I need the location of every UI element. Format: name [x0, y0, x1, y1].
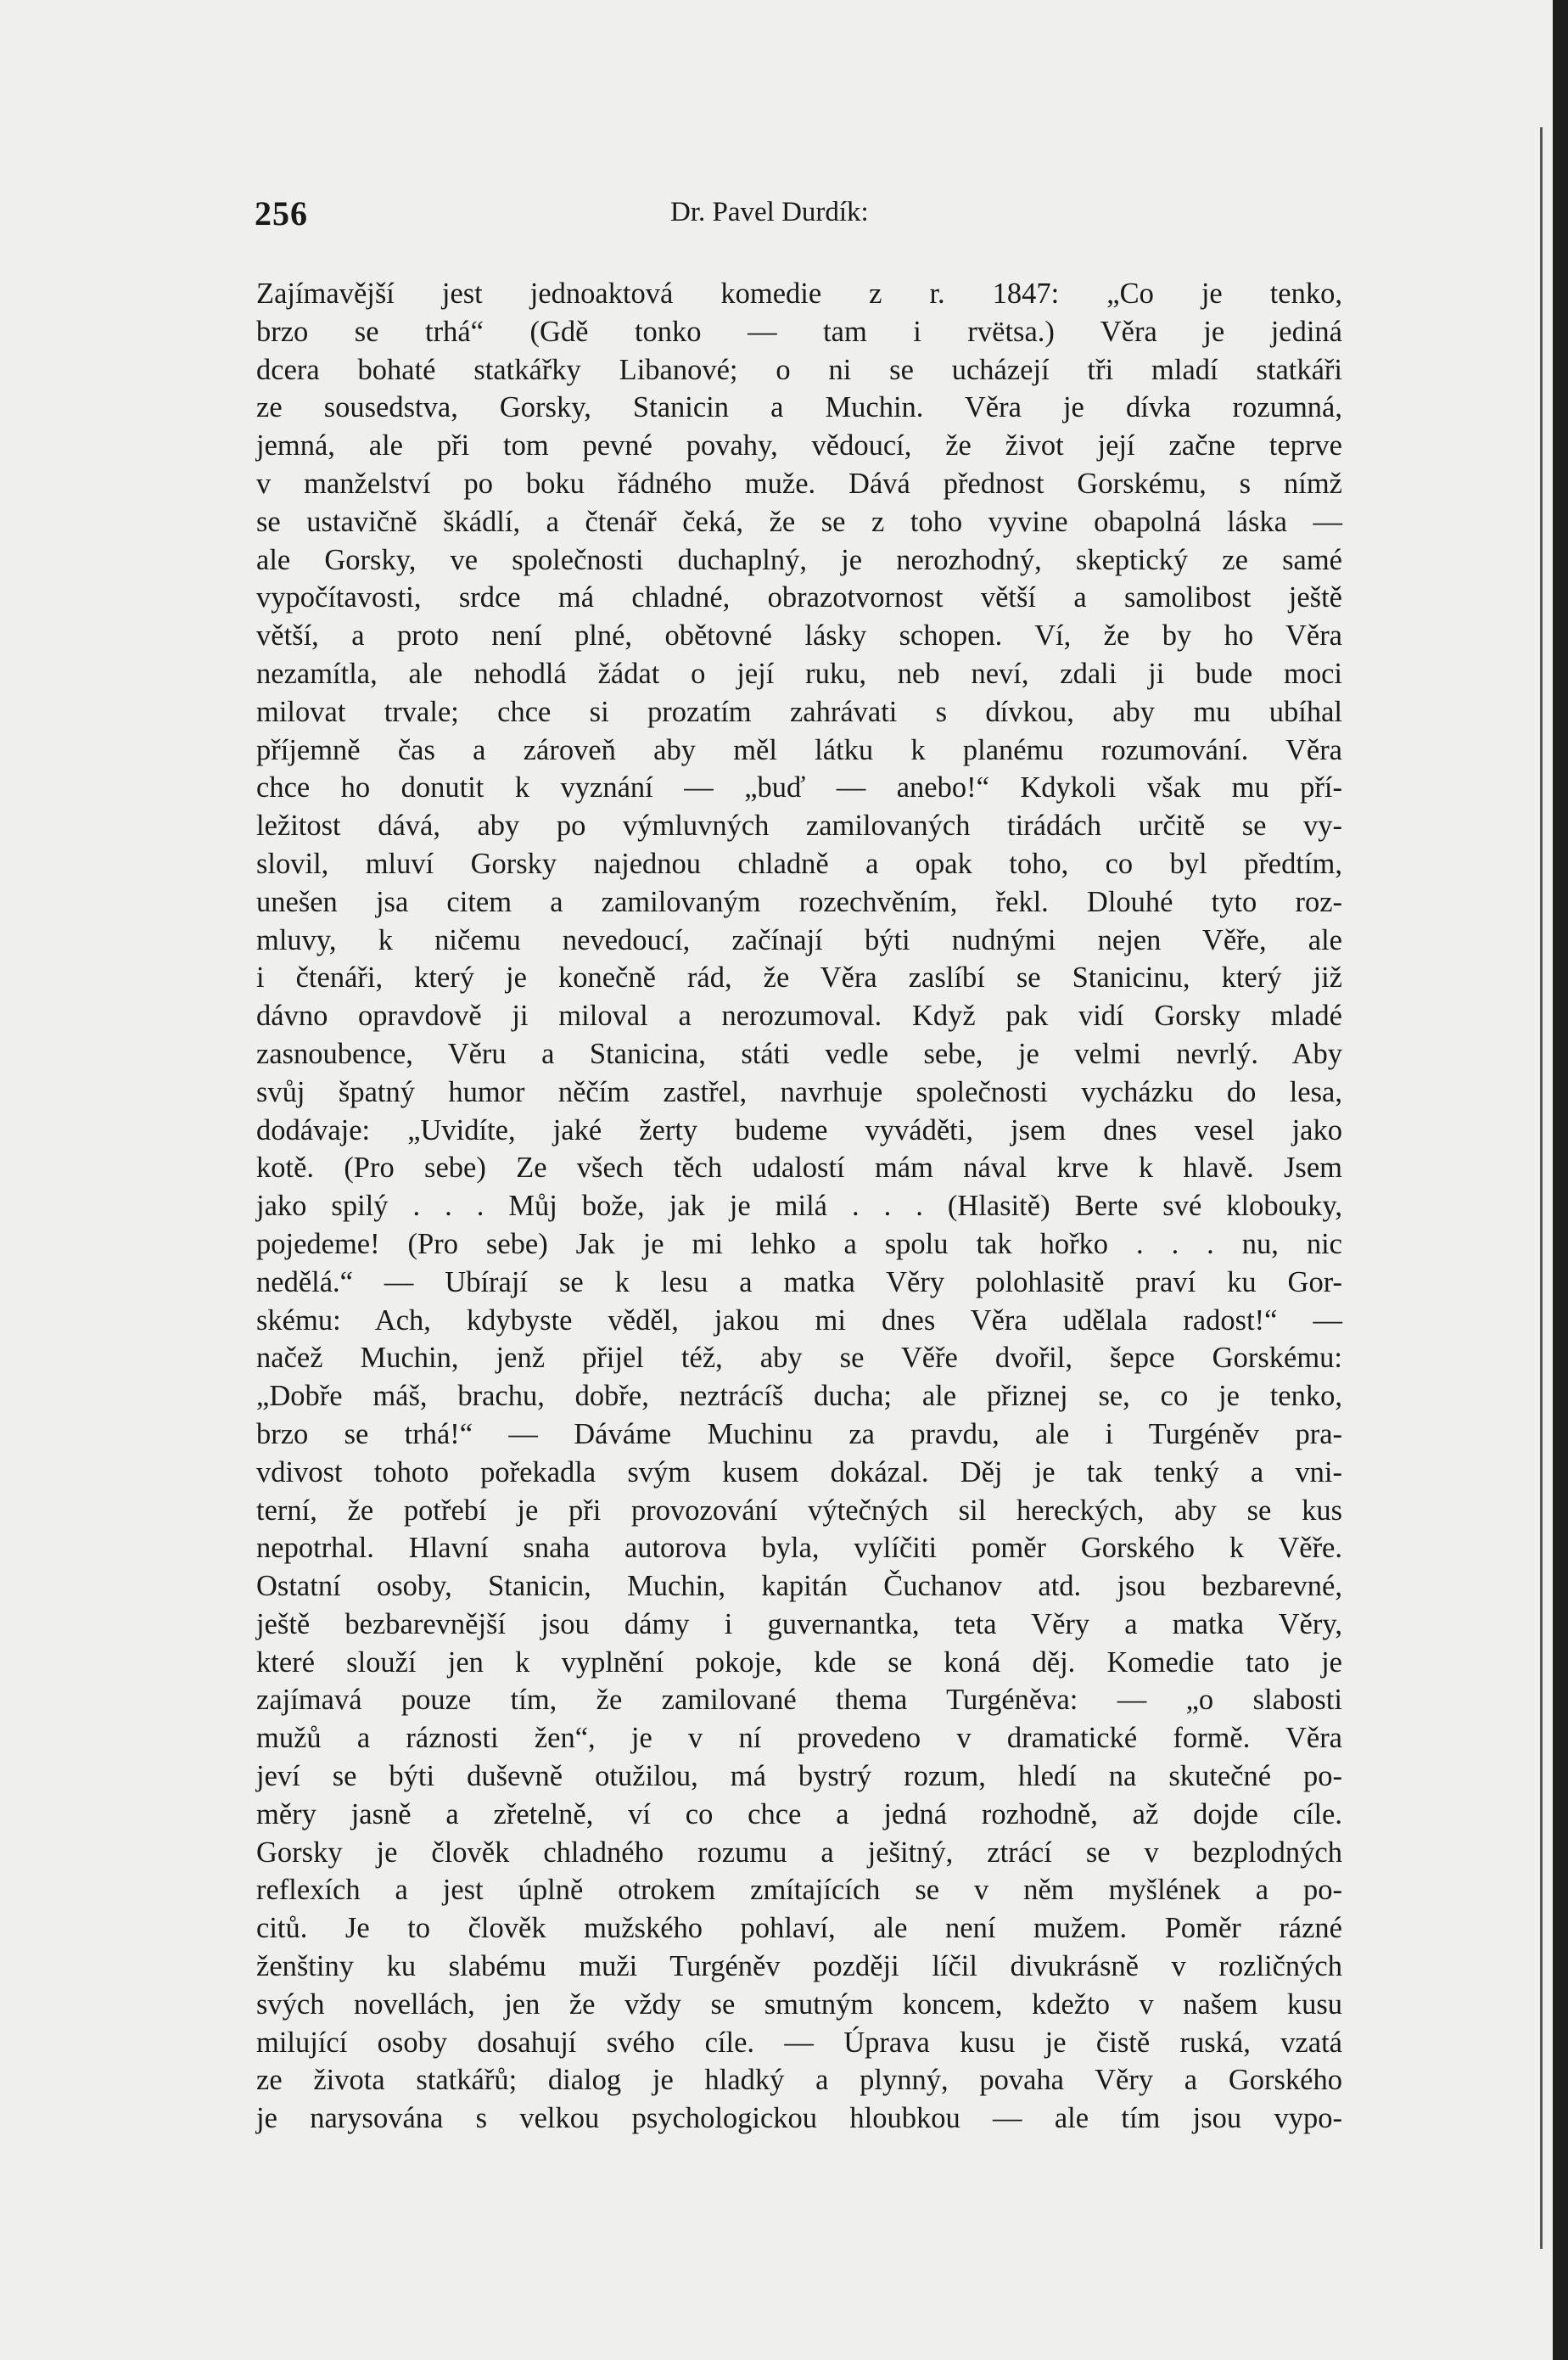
- text-line: reflexích a jest úplně otrokem zmítajících se v něm myšlének a po-: [256, 1874, 1342, 1907]
- text-line: svých novellách, jen že vždy se smutným koncem, kdežto v našem kusu: [256, 1987, 1342, 2021]
- text-line: v manželství po boku řádného muže. Dává přednost Gorskému, s nímž: [256, 467, 1342, 500]
- text-line: i čtenáři, který je konečně rád, že Věra zaslíbí se Stanicinu, který již: [256, 961, 1342, 995]
- text-line: nedělá.“ — Ubírají se k lesu a matka Věry polohlasitě praví ku Gor-: [256, 1265, 1342, 1298]
- text-line: zajímavá pouze tím, že zamilované thema Turgéněva: — „o slabosti: [256, 1684, 1342, 1717]
- text-line: jemná, ale při tom pevné povahy, vědoucí, že život její začne teprve: [256, 429, 1342, 462]
- text-line: brzo se trhá!“ — Dáváme Muchinu za pravdu, ale i Turgéněv pra-: [256, 1417, 1342, 1450]
- text-line: citů. Je to člověk mužského pohlaví, ale není mužem. Poměr rázné: [256, 1912, 1342, 1945]
- text-line: se ustavičně škádlí, a čtenář čeká, že se z toho vyvine obapolná láska —: [256, 505, 1342, 538]
- text-line: ležitost dává, aby po výmluvných zamilovaných tirádách určitě se vy-: [256, 810, 1342, 843]
- text-line: skému: Ach, kdybyste věděl, jakou mi dnes Věra udělala radost!“ —: [256, 1303, 1342, 1337]
- text-line: „Dobře máš, brachu, dobře, neztrácíš ducha; ale přiznej se, co je tenko,: [256, 1380, 1342, 1413]
- running-head: Dr. Pavel Durdík:: [670, 197, 869, 227]
- text-line: brzo se trhá“ (Gdě tonko — tam i rvëtsa.) Věra je jediná: [256, 315, 1342, 348]
- text-line: mužů a ráznosti žen“, je v ní provedeno v dramatické formě. Věra: [256, 1722, 1342, 1755]
- text-line: jako spilý . . . Můj bože, jak je milá . . . (Hlasitě) Berte své klobouky,: [256, 1190, 1342, 1223]
- text-line: kotě. (Pro sebe) Ze všech těch udalostí mám nával krve k hlavě. Jsem: [256, 1152, 1342, 1185]
- text-line: terní, že potřebí je při provozování výtečných sil hereckých, aby se kus: [256, 1494, 1342, 1527]
- text-line: nezamítla, ale nehodlá žádat o její ruku, neb neví, zdali ji bude moci: [256, 657, 1342, 690]
- text-line: Ostatní osoby, Stanicin, Muchin, kapitán Čuchanov atd. jsou bezbarevné,: [256, 1570, 1342, 1603]
- text-line: dcera bohaté statkářky Libanové; o ni se ucházejí tři mladí statkáři: [256, 353, 1342, 386]
- text-line: svůj špatný humor něčím zastřel, navrhuje společnosti vycházku do lesa,: [256, 1075, 1342, 1108]
- text-line: ze sousedstva, Gorsky, Stanicin a Muchin. Věra je dívka rozumná,: [256, 391, 1342, 424]
- text-line: ze života statkářů; dialog je hladký a plynný, povaha Věry a Gorského: [256, 2064, 1342, 2097]
- text-line: dávno opravdově ji miloval a nerozumoval. Když pak vidí Gorsky mladé: [256, 1000, 1342, 1033]
- text-line: milující osoby dosahují svého cíle. — Úprava kusu je čistě ruská, vzatá: [256, 2026, 1342, 2059]
- text-line: chce ho donutit k vyznání — „buď — anebo!“ Kdykoli však mu pří-: [256, 771, 1342, 804]
- text-line: slovil, mluví Gorsky najednou chladně a opak toho, co byl předtím,: [256, 847, 1342, 880]
- page-header: [255, 193, 1349, 253]
- text-line: milovat trvale; chce si prozatím zahrávati s dívkou, aby mu ubíhal: [256, 695, 1342, 728]
- text-line: jeví se býti duševně otužilou, má bystrý rozum, hledí na skutečné po-: [256, 1760, 1342, 1793]
- text-line: vypočítavosti, srdce má chladné, obrazotvornost větší a samolibost ještě: [256, 581, 1342, 614]
- text-line: je narysována s velkou psychologickou hloubkou — ale tím jsou vypo-: [256, 2102, 1342, 2135]
- text-line: které slouží jen k vyplnění pokoje, kde se koná děj. Komedie tato je: [256, 1645, 1342, 1679]
- body-text: [256, 275, 1342, 2138]
- text-line: dodávaje: „Uvidíte, jaké žerty budeme vyváděti, jsem dnes vesel jako: [256, 1113, 1342, 1146]
- text-line: Gorsky je člověk chladného rozumu a ješitný, ztrácí se v bezplodných: [256, 1836, 1342, 1869]
- page-number: 256: [255, 194, 308, 233]
- spine-shadow-line: [1540, 127, 1543, 2249]
- text-line: unešen jsa citem a zamilovaným rozechvěním, řekl. Dlouhé tyto roz-: [256, 885, 1342, 918]
- text-line: Zajímavější jest jednoaktová komedie z r. 1847: „Co je tenko,: [256, 277, 1342, 310]
- text-line: zasnoubence, Věru a Stanicina, státi vedle sebe, je velmi nevrlý. Aby: [256, 1037, 1342, 1070]
- text-line: ještě bezbarevnější jsou dámy i guvernantka, teta Věry a matka Věry,: [256, 1607, 1342, 1640]
- text-line: pojedeme! (Pro sebe) Jak je mi lehko a spolu tak hořko . . . nu, nic: [256, 1227, 1342, 1260]
- text-line: načež Muchin, jenž přijel též, aby se Věře dvořil, šepce Gorskému:: [256, 1342, 1342, 1375]
- text-line: mluvy, k ničemu nevedoucí, začínají býti nudnými nejen Věře, ale: [256, 923, 1342, 956]
- text-line: příjemně čas a zároveň aby měl látku k planému rozumování. Věra: [256, 733, 1342, 766]
- text-line: měry jasně a zřetelně, ví co chce a jedná rozhodně, až dojde cíle.: [256, 1797, 1342, 1830]
- text-line: vdivost tohoto pořekadla svým kusem dokázal. Děj je tak tenký a vni-: [256, 1455, 1342, 1488]
- text-line: větší, a proto není plné, obětovné lásky schopen. Ví, že by ho Věra: [256, 619, 1342, 653]
- book-spine-edge: [1553, 0, 1568, 2360]
- text-line: ale Gorsky, ve společnosti duchaplný, je nerozhodný, skeptický ze samé: [256, 543, 1342, 576]
- text-line: nepotrhal. Hlavní snaha autorova byla, vylíčiti poměr Gorského k Věře.: [256, 1532, 1342, 1565]
- text-line: ženštiny ku slabému muži Turgéněv později líčil divukrásně v rozličných: [256, 1950, 1342, 1983]
